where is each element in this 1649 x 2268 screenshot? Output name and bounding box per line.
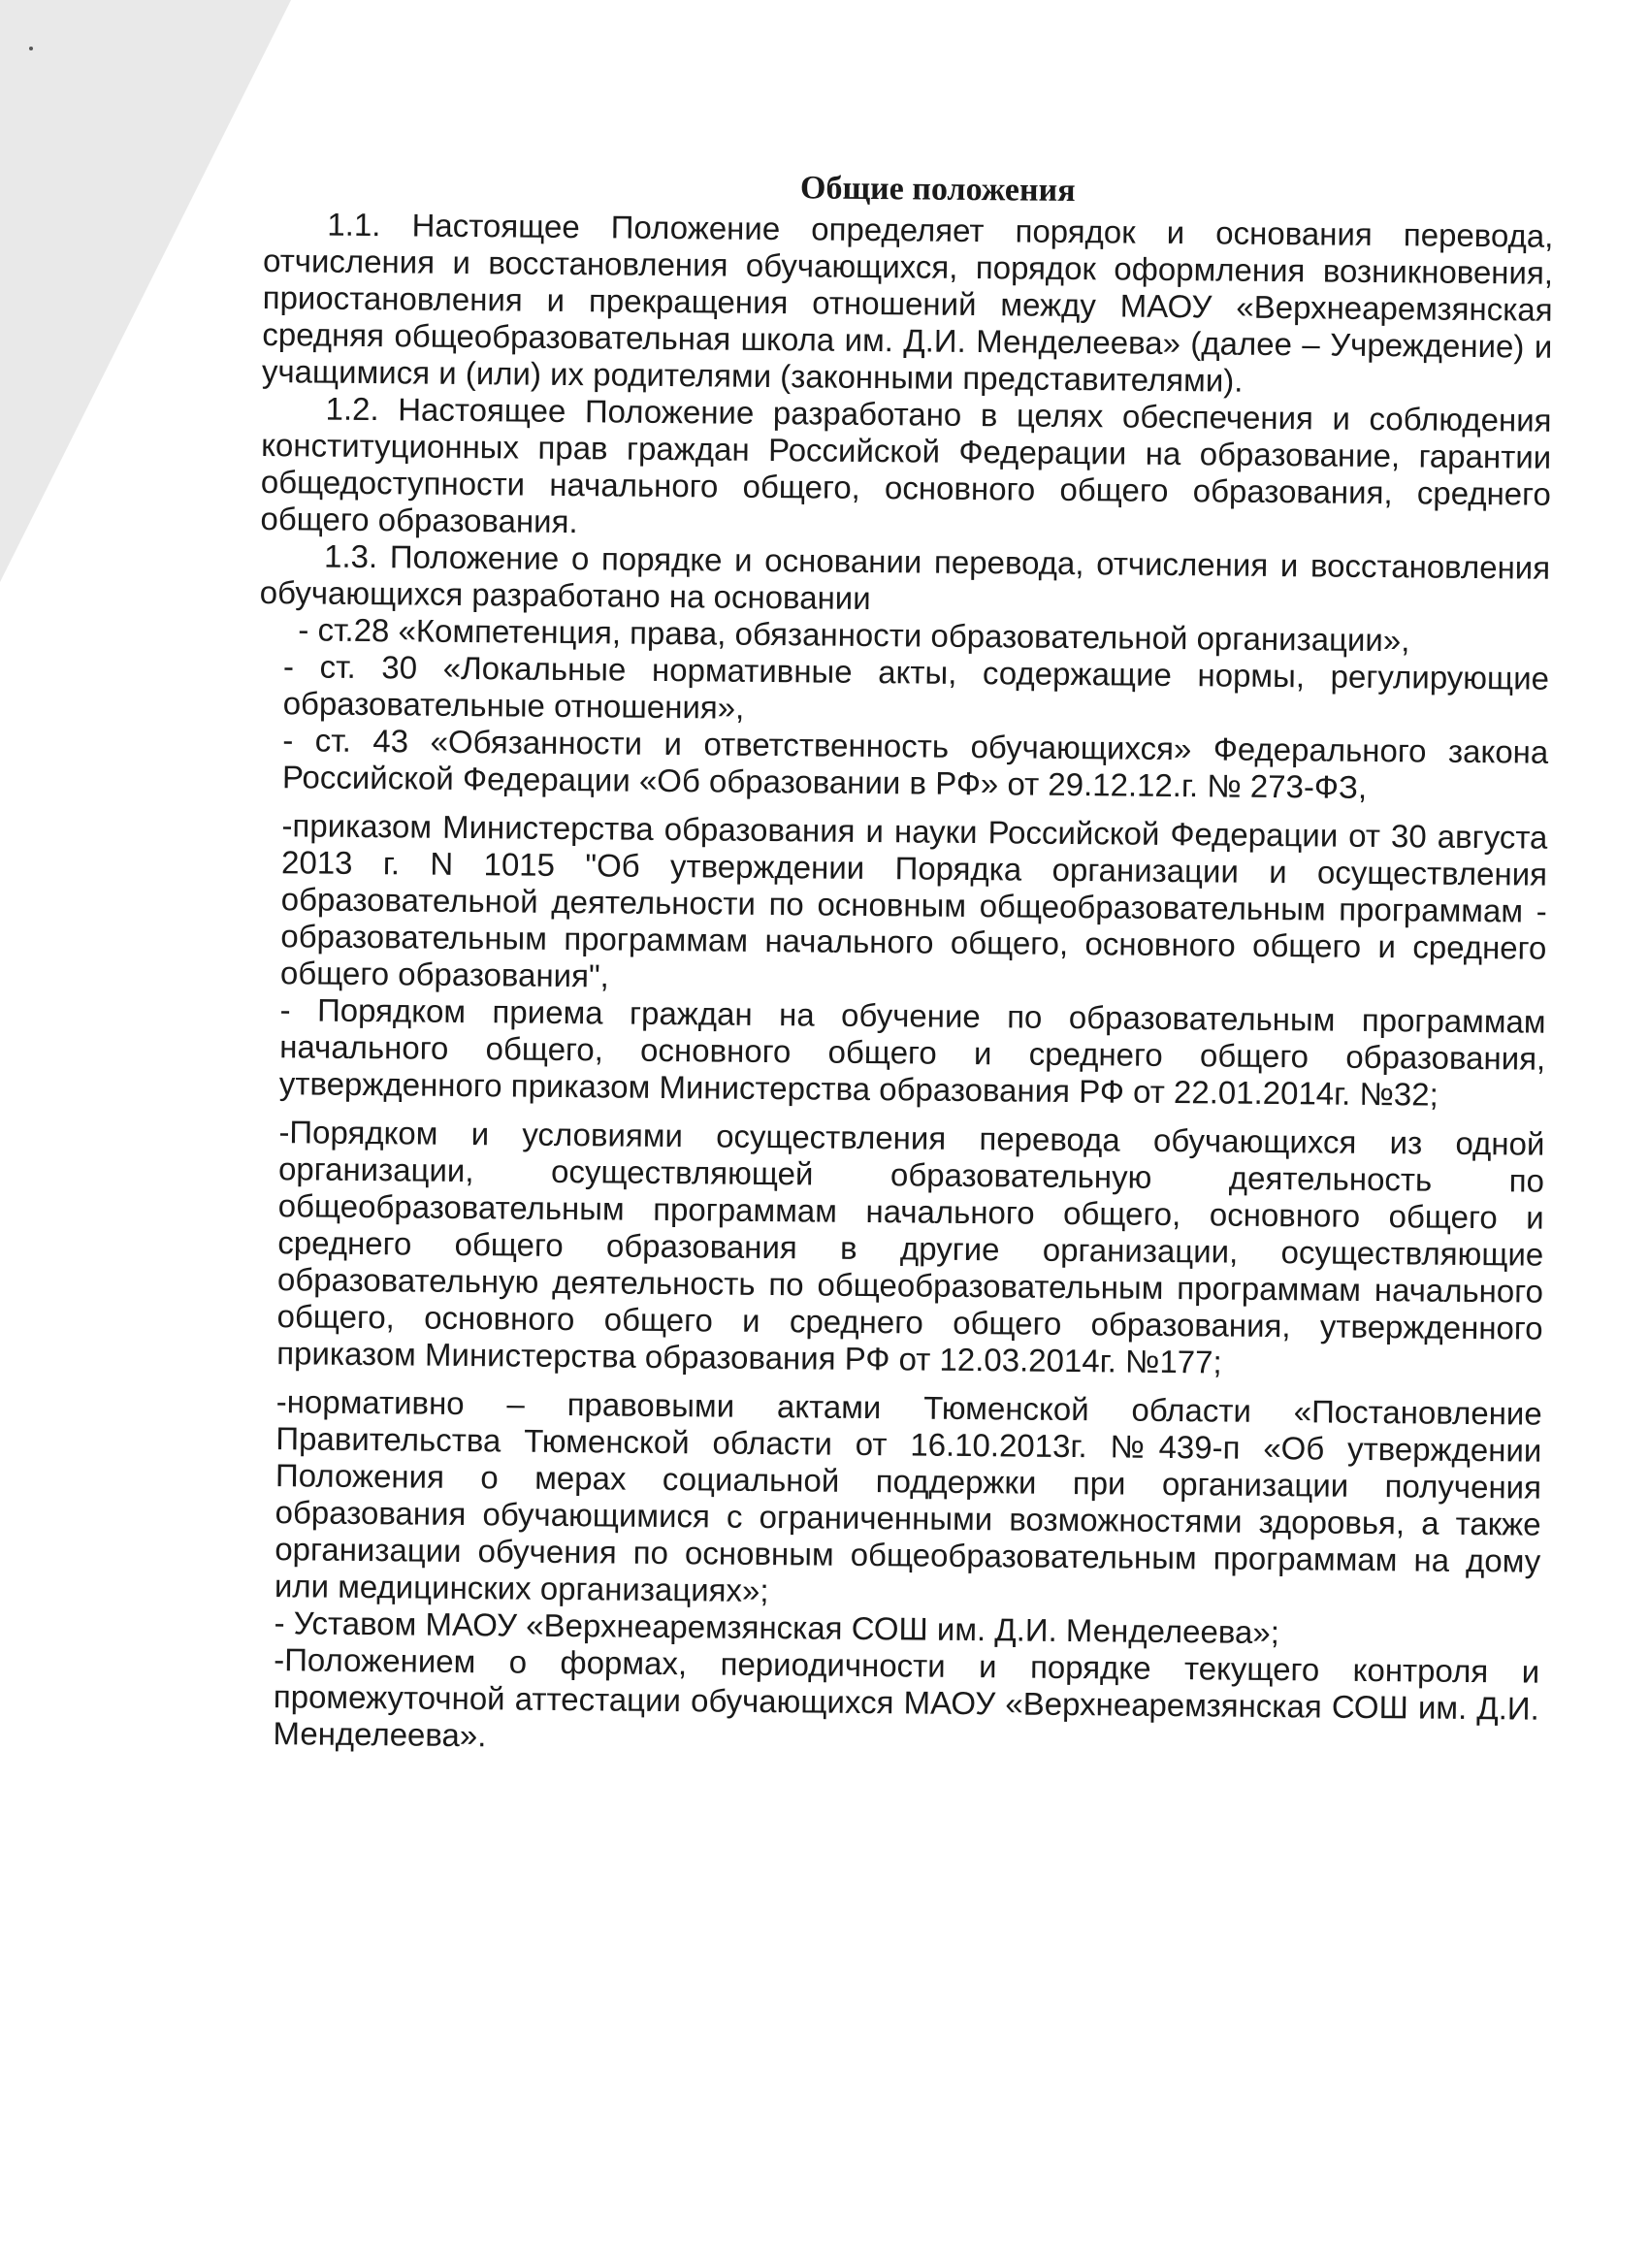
paragraph-1-1: 1.1. Настоящее Положение определяет порядок и основания перевода, отчисления и восстановления обучающихся, порядок оформления возникновения, приостановления и прекращения отношений между МАОУ «Верхнеаремзянская средняя общеобразовательная школа им. Д.И. Менделеева» (далее – Учреждение) и учащимися и (или) их родителями (законными представителями). [261,206,1554,399]
basis-item: - ст. 43 «Обязанности и ответственность обучающихся» Федерального закона Российской Федерации «Об образовании в РФ» от 29.12.12.г. № 273-ФЗ, [281,722,1549,805]
document-page [248,165,1554,1765]
scan-shadow-corner [0,0,291,582]
basis-item: - ст. 30 «Локальные нормативные акты, содержащие нормы, регулирующие образовательные отношения», [282,648,1550,726]
section-title: Общие положения [799,170,1076,210]
basis-item: -Порядком и условиями осуществления перевода обучающихся из одной организации, осуществляющей образовательную деятельность по общеобразовательным программам начального общего, основного общего и среднего общего образования в другие организации, осуществляющие образовательную деятельность по общеобразовательным программам начального общего, основного общего и среднего общего образования, утвержденного приказом Министерства образования РФ от 12.03.2014г. №177; [276,1114,1545,1380]
paragraph-1-2: 1.2. Настоящее Положение разработано в целях обеспечения и соблюдения конституционных прав граждан Российской Федерации на образование, гарантии общедоступности начального общего, основного общего образования, среднего общего образования. [260,390,1552,540]
basis-item: - ст.28 «Компетенция, права, обязанности образовательной организации», [298,611,1410,659]
basis-item: -нормативно – правовыми актами Тюменской области «Постановление Правительства Тюменской области от 16.10.2013г. №439-п «Об утверждении Положения о мерах социальной поддержки при организации получения образования обучающимися с ограниченными возможностями здоровья, а также организации обучения по основным общеобразовательным программам на дому или медицинских организациях»; [274,1383,1542,1609]
basis-item: -Положением о формах, периодичности и порядке текущего контроля и промежуточной аттестации обучающихся МАОУ «Верхнеаремзянская СОШ им. Д.И. Менделеева». [273,1641,1540,1754]
basis-item: - Уставом МАОУ «Верхнеаремзянская СОШ им. Д.И. Менделеева»; [274,1604,1280,1651]
scan-speck [29,47,33,50]
basis-item: - Порядком приема граждан на обучение по образовательным программам начального общего, основного общего и среднего общего образования, утвержденного приказом Министерства образования РФ от 22.01.2014г. №32; [278,991,1546,1113]
paragraph-1-3: 1.3. Положение о порядке и основании перевода, отчисления и восстановления обучающихся разработано на основании [259,537,1551,617]
basis-item: -приказом Министерства образования и науки Российской Федерации от 30 августа 2013 г. N 1015 "Об утверждении Порядка организации и осуществления образовательной деятельности по основным общеобразовательным программам - образовательным программам начального общего, основного общего и среднего общего образования", [279,807,1548,994]
